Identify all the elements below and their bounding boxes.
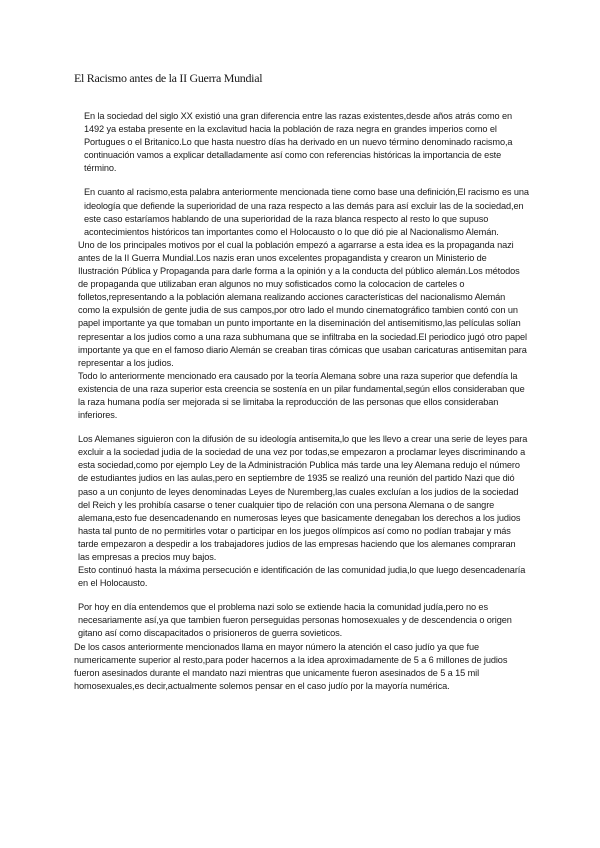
document-title: El Racismo antes de la II Guerra Mundial [74,71,263,85]
paragraph-definition: En cuanto al racismo,esta palabra anteriormente mencionada tiene como base una definición,El racismo es una ideología que defiende la superioridad de una raza respecto a las demás para así excluir las de la sociedad,en este caso estaríamos hablando de una superioridad de la raza blanca respecto al resto lo que supuso acontecimientos históricos tan importantes como el Holocausto o lo que dió pie al Nacionalismo Alemán. [84,187,529,237]
paragraph-gap [74,590,529,601]
paragraph-propaganda: Uno de los principales motivos por el cual la población empezó a agarrarse a esta idea es la propaganda nazi antes de la II Guerra Mundial.Los nazis eran unos excelentes propagandista y crearon un Ministerio de Ilustración Pública y Propaganda para darle forma a la opinión y a la conducta del público alemán.Los métodos de propaganda que utilizaban eran algunos no muy sofisticados como la colocacion de carteles o folletos,representando a la población alemana realizando acciones características del nacionalismo Alemán como la expulsión de gente judia de sus campos,por otro lado el mundo cinematográfico tambien contó con un papel importante ya que tomaban un punto importante en la diseminación del antisemitismo,las películas solían representar a los judios como a una raza subhumana que se infiltraba en la sociedad.El periodico jugó otro papel importante ya que en el famoso diario Alemán se creaban tiras cómicas que usaban caricaturas antisemitan para representar a los judios. [78,239,527,368]
paragraph-superior-race: Todo lo anteriormente mencionado era causado por la teoría Alemana sobre una raza superior que defendía la existencia de una raza superior esta creencia se sostenía en un pilar fundamental,según ellos consideraban que la raza humana podía ser mejorada si se limitaba la reproducción de las personas que ellos consideraban inferiores. [78,370,525,421]
document-body [74,110,529,693]
paragraph-other-groups: Por hoy en día entendemos que el problema nazi solo se extiende hacia la comunidad judía,pero no es necesariamente así,ya que tambien fueron perseguidas personas homosexuales y de descendencia o origen gitano así como discapacitados o prisioneros de guerra sovieticos. [78,602,512,639]
paragraph-numbers: De los casos anteriormente mencionados llama en mayor número la atención el caso judío ya que fue numericamente superior al resto,para poder hacernos a la idea aproximadamente de 5 a 6 millones de judios fueron asesinados durante el mandato nazi mientras que unicamente fueron asesinados de 5 a 15 mil homosexuales,es decir,actualmente solemos pensar en el caso judío por la mayoría numérica. [74,641,508,691]
paragraph-holocaust: Esto continuó hasta la máxima persecución e identificación de las comunidad judia,lo que luego desencadenaría en el Holocausto. [78,565,526,589]
paragraph-laws: Los Alemanes siguieron con la difusión de su ideología antisemita,lo que les llevo a crear una serie de leyes para excluir a la sociedad judia de la sociedad de una vez por todas,se empezaron a proclamar leyes discriminando a esta sociedad,como por ejemplo Ley de la Administración Publica más tarde una ley Alemana redujo el número de estudiantes judios en las aulas,pero en septiembre de 1935 se realizó una reunión del partido Nazi que dió paso a un conjunto de leyes denominadas Leyes de Nuremberg,las cuales excluían a los judios de la sociedad del Reich y les prohibía casarse o tener cualquier tipo de relación con una persona Alemana o de sangre alemana,esto fue desencadenando en numerosas leyes que basicamente denegaban los derechos a los judios hasta tal punto de no permitirles votar o participar en los juegos olímpicos así como no podían trabajar y más tarde empezaron a despedir a los trabajadores judios de las empresas haciendo que los alemanes compraran las empresas a precios muy bajos. [78,434,528,562]
paragraph-gap [74,175,529,186]
paragraph-intro: En la sociedad del siglo XX existió una gran diferencia entre las razas existentes,desde años atrás como en 1492 ya estaba presente en la exclavitud hacia la población de raza negra en grandes imperios como el Portugues o el Britanico.Lo que hasta nuestro días ha derivado en un nuevo término denominado racismo,a continuación vamos a explicar detalladamente así como con referencias históricas la importancia de este término. [84,111,513,174]
paragraph-gap [74,422,529,433]
